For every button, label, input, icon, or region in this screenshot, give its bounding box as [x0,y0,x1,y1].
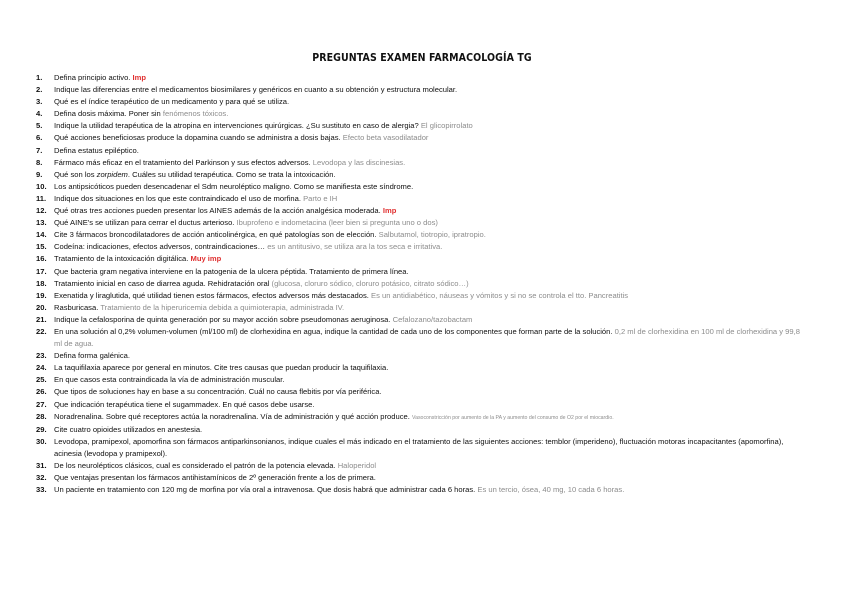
question-text: Tratamiento de la intoxicación digitálica. [54,254,189,264]
question-item [36,374,808,386]
question-text: Defina dosis máxima. Poner sin [54,109,161,119]
question-number: 13. [36,218,47,228]
question-number: 15. [36,242,47,252]
question-number: 6. [36,133,43,143]
question-item [36,314,808,326]
question-item [36,253,808,265]
question-text: Defina principio activo. [54,73,131,82]
answer-note: (glucosa, cloruro sódico, cloruro potásico, citrato sódico…) [271,278,469,288]
question-text: Que indicación terapéutica tiene el sugammadex. En qué casos debe usarse. [54,399,315,409]
question-text: Que ventajas presentan los fármacos antihistamínicos de 2º generación frente a los de primera. [54,473,376,483]
question-number: 14. [36,230,47,240]
question-number: 21. [36,314,47,324]
question-number: 7. [36,145,43,155]
question-item [36,169,808,181]
question-text: Cite cuatro opioides utilizados en anestesia. [54,424,203,434]
question-item [36,229,808,241]
question-text: Fármaco más eficaz en el tratamiento del Parkinson y sus efectos adversos. [54,157,311,167]
answer-note: Es un tercio, ósea, 40 mg, 10 cada 6 horas. [477,485,625,495]
question-number: 20. [36,302,47,312]
answer-note: Es un antidiabético, náuseas y vómitos y si no se controla el tto. Pancreatitis [371,290,629,300]
question-item [36,96,808,108]
question-text: Indique la utilidad terapéutica de la atropina en intervenciones quirúrgicas. ¿Su sustituto en caso de alergia? [54,121,419,131]
question-emphasis: zorpidem [96,169,128,179]
question-list [36,72,808,496]
question-text: Defina forma galénica. [54,351,130,361]
question-number: 8. [36,157,43,167]
question-number: 5. [36,121,43,131]
answer-note: 0,2 ml de clorhexidina en 100 ml de clorhexidina y 99,8 ml de agua. [54,326,800,349]
question-item [36,362,808,374]
question-item [36,424,808,436]
question-item [36,72,808,84]
question-item [36,84,808,96]
question-item [36,460,808,472]
question-text: Tratamiento inicial en caso de diarrea aguda. Rehidratación oral [54,278,270,288]
question-text: Indique dos situaciones en los que este contraindicado el uso de morfina. [54,193,301,203]
question-number: 18. [36,278,47,288]
question-item [36,302,808,314]
question-item [36,181,808,193]
question-number: 23. [36,351,47,361]
question-item [36,399,808,411]
question-text: Cite 3 fármacos broncodilatadores de acción anticolinérgica, en qué patologías son de elección. [54,230,377,240]
question-text: Levodopa, pramipexol, apomorfina son fármacos antiparkinsonianos, indique cuales el más indicado en el tratamiento de las siguientes acciones: temblor (imperideno), fluctuación motoras incapacitantes (apomorfina), acinesia (levodopa y pramipexol). [54,436,784,458]
question-text: Que tipos de soluciones hay en base a su concentración. Cuál no causa flebitis por vía periférica. [54,387,382,397]
question-item [36,386,808,398]
question-item [36,157,808,169]
question-text: Los antipsicóticos pueden desencadenar el Sdm neuroléptico maligno. Como se manifiesta este síndrome. [54,181,414,191]
question-item [36,108,808,120]
answer-note: Parto e IH [303,193,338,203]
question-text: Rasburicasa. [54,302,99,312]
answer-note: fenómenos tóxicos. [162,109,229,119]
question-number: 19. [36,290,47,300]
question-number: 31. [36,461,47,470]
importance-marker: Imp [132,73,147,82]
question-number: 2. [36,85,43,95]
answer-note: El glicopirrolato [420,121,473,131]
question-text: Indique la cefalosporina de quinta generación por su mayor acción sobre pseudomonas aeruginosa. [54,314,391,324]
question-item [36,266,808,278]
question-number: 10. [36,181,47,191]
answer-note: Tratamiento de la hiperuricemia debida a quimioterapia, administrada IV. [100,302,345,312]
question-item [36,120,808,132]
question-number: 25. [36,375,47,385]
question-text: Indique las diferencias entre el medicamentos biosimilares y genéricos en cuanto a su obtención y estructura molecular. [54,85,458,95]
answer-note: Haloperidol [337,461,377,470]
answer-note: Cefalozano/tazobactam [392,314,473,324]
question-text: En que casos esta contraindicada la vía de administración muscular. [54,375,285,385]
question-number: 33. [36,485,47,495]
answer-note: Efecto beta vasodilatador [342,133,429,143]
question-number: 24. [36,363,47,373]
answer-note: es un antitusivo, se utiliza ara la tos seca e irritativa. [267,242,443,252]
question-text: Noradrenalina. Sobre qué receptores actúa la noradrenalina. Vía de administración y qué acción produce. [54,411,410,421]
question-text-continued: . Cuáles su utilidad terapéutica. Como se trata la intoxicación. [127,169,336,179]
question-number: 32. [36,473,47,483]
question-text: Qué AINE's se utilizan para cerrar el ductus arterioso. [54,218,235,228]
question-text: Qué otras tres acciones pueden presentar los AINES además de la acción analgésica moderada. [54,206,381,216]
question-item [36,411,808,424]
question-number: 1. [36,73,43,82]
question-number: 30. [36,436,47,446]
question-item [36,326,808,350]
question-item [36,484,808,496]
answer-note: Ibuprofeno e indometacina (leer bien si pregunta uno o dos) [236,218,438,228]
importance-marker: Muy imp [190,254,222,264]
question-number: 3. [36,97,43,107]
question-item [36,350,808,362]
question-item [36,132,808,144]
question-item [36,145,808,157]
question-item [36,217,808,229]
answer-note: Salbutamol, tiotropio, ipratropio. [378,230,486,240]
question-number: 28. [36,411,47,421]
question-text: Codeína: indicaciones, efectos adversos, contraindicaciones… [54,242,266,252]
question-text: Qué son los [54,169,95,179]
question-item [36,193,808,205]
question-text: Un paciente en tratamiento con 120 mg de morfina por vía oral a intravenosa. Que dosis habrá que administrar cada 6 horas. [54,485,476,495]
question-number: 16. [36,254,47,264]
question-text: En una solución al 0,2% volumen-volumen (ml/100 ml) de clorhexidina en agua, indique la cantidad de cada uno de los componentes que forman parte de la solución. [54,326,613,336]
importance-marker: Imp [382,206,397,216]
question-text: Qué es el índice terapéutico de un medicamento y para qué se utiliza. [54,97,290,107]
question-item [36,472,808,484]
question-number: 4. [36,109,43,119]
question-number: 12. [36,206,47,216]
question-number: 26. [36,387,47,397]
question-text: La taquifilaxia aparece por general en minutos. Cite tres causas que puedan producir la taquifilaxia. [54,363,389,373]
question-number: 9. [36,169,43,179]
question-number: 17. [36,266,47,276]
question-item [36,436,808,460]
question-text: Qué acciones beneficiosas produce la dopamina cuando se administra a dosis bajas. [54,133,341,143]
question-text: Defina estatus epiléptico. [54,145,139,155]
question-item [36,241,808,253]
question-number: 11. [36,193,47,203]
question-text: Exenatida y liraglutida, qué utilidad tienen estos fármacos, efectos adversos más destacados. [54,290,369,300]
document-title: PREGUNTAS EXAMEN FARMACOLOGÍA TG [312,52,532,64]
question-text: De los neurolépticos clásicos, cual es considerado el patrón de la potencia elevada. [54,461,336,470]
answer-note: Vasoconstricción por aumento de la PA y aumento del consumo de O2 por el miocardio. [412,414,614,421]
question-text: Que bacteria gram negativa interviene en la patogenia de la ulcera péptida. Tratamiento de primera línea. [54,266,409,276]
question-item [36,205,808,217]
answer-note: Levodopa y las discinesias. [312,157,406,167]
question-number: 29. [36,424,47,434]
question-item [36,290,808,302]
question-number: 22. [36,326,47,336]
question-item [36,278,808,290]
question-number: 27. [36,399,47,409]
